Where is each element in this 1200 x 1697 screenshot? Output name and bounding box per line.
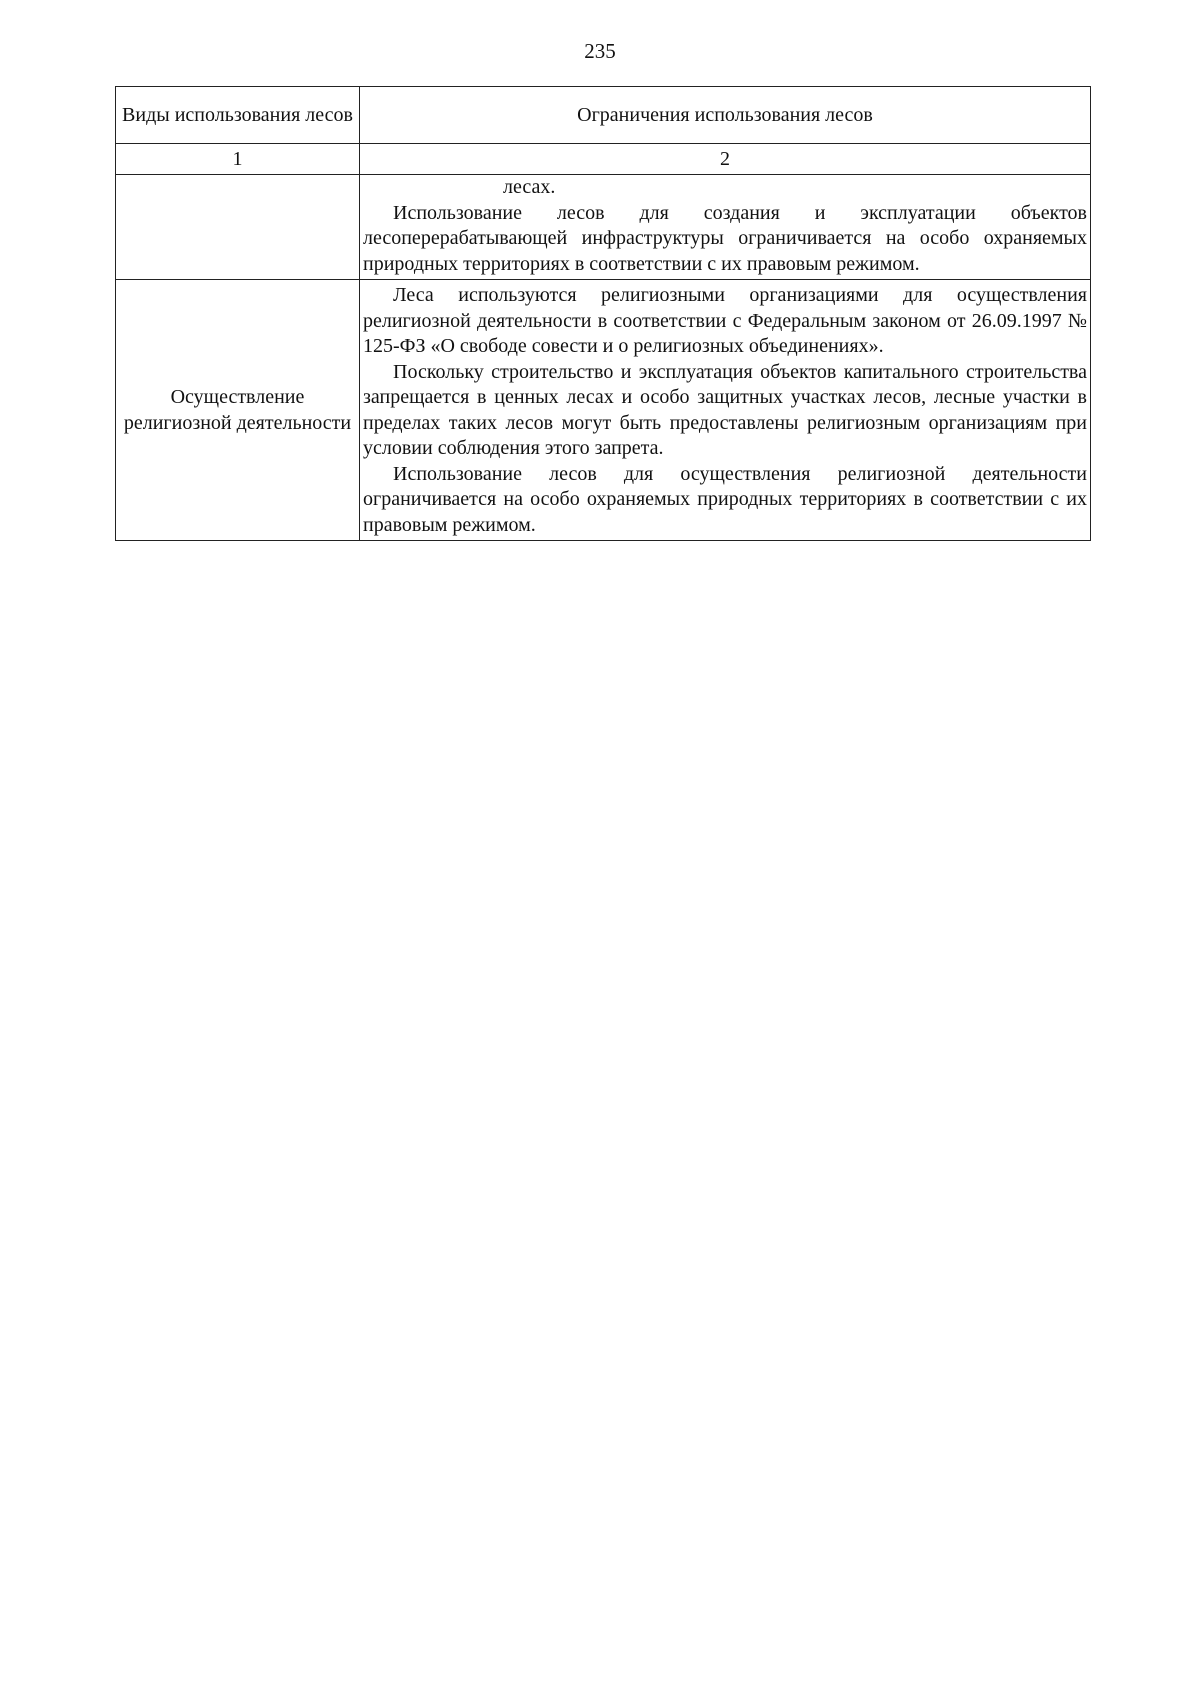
restrictions-cell xyxy=(360,280,1091,541)
use-type-cell: Осуществление религиозной деятельности xyxy=(116,280,360,541)
restriction-paragraph: Использование лесов для осуществления религиозной деятельности ограничивается на особо охраняемых природных территориях в соответствии с их правовым режимом. xyxy=(363,462,1087,536)
header-cell-use-types: Виды использования лесов xyxy=(116,87,360,144)
page-number: 235 xyxy=(584,39,616,63)
column-number-row xyxy=(116,144,1091,175)
table-header-row xyxy=(116,87,1091,144)
restrictions-cell xyxy=(360,175,1091,280)
continuation-text: лесах. xyxy=(503,176,556,198)
forest-use-restrictions-table xyxy=(115,86,1091,541)
table-row xyxy=(116,175,1091,280)
column-number-2: 2 xyxy=(360,144,1091,175)
restriction-paragraph: Использование лесов для создания и эксплуатации объектов лесоперерабатывающей инфраструктуры ограничивается на особо охраняемых природных территориях в соответствии с их правовым режимом. xyxy=(363,201,1087,275)
column-number-1: 1 xyxy=(116,144,360,175)
restriction-paragraph: Леса используются религиозными организациями для осуществления религиозной деятельности в соответствии с Федеральным законом от 26.09.1997 № 125-ФЗ «О свободе совести и о религиозных объединениях». xyxy=(363,284,1087,357)
header-cell-restrictions: Ограничения использования лесов xyxy=(360,87,1091,144)
table-row xyxy=(116,280,1091,541)
use-type-cell xyxy=(116,175,360,280)
restriction-paragraph: Поскольку строительство и эксплуатация объектов капитального строительства запрещается в ценных лесах и особо защитных участках лесов, лесные участки в пределах таких лесов могут быть предоставлены религиозным организациям при условии соблюдения этого запрета. xyxy=(363,360,1087,459)
